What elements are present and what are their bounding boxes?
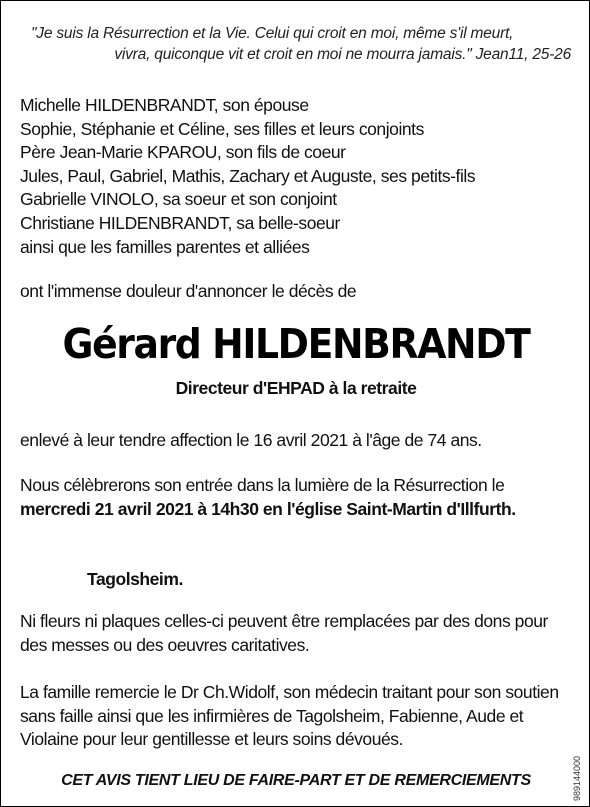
bible-quote-line-1: "Je suis la Résurrection et la Vie. Celui qui croit en moi, même s'il meurt, [31, 25, 514, 42]
ceremony-paragraph [20, 474, 575, 521]
ceremony-intro: Nous célèbrerons son entrée dans la lumière de la Résurrection le [20, 475, 505, 495]
deceased-name: Gérard HILDENBRANDT [62, 320, 530, 368]
death-paragraph: enlevé à leur tendre affection le 16 avril 2021 à l'âge de 74 ans. [20, 430, 482, 450]
family-member: Père Jean-Marie KPAROU, son fils de coeur [20, 142, 346, 163]
family-member: Sophie, Stéphanie et Céline, ses filles et leurs conjoints [20, 118, 424, 139]
deceased-title: Directeur d'EHPAD à la retraite [175, 378, 417, 398]
flowers-paragraph: Ni fleurs ni plaques celles-ci peuvent être remplacées par des dons pour des messes ou des oeuvres caritatives. [20, 611, 548, 655]
family-member: Christiane HILDENBRANDT, sa belle-soeur [20, 212, 340, 233]
family-list [20, 94, 575, 259]
announcement-line: ont l'immense douleur d'annoncer le décès de [20, 281, 357, 301]
family-member: Gabrielle VINOLO, sa soeur et son conjoint [20, 189, 337, 210]
reference-number: 989144000 [572, 755, 582, 801]
ceremony-details: mercredi 21 avril 2021 à 14h30 en l'église Saint-Martin d'Illfurth. [20, 498, 516, 519]
bible-quote-line-2: vivra, quiconque vit et croit en moi ne mourra jamais." Jean11, 25-26 [114, 46, 571, 63]
footer-notice: CET AVIS TIENT LIEU DE FAIRE-PART ET DE REMERCIEMENTS [61, 772, 531, 789]
family-member: Michelle HILDENBRANDT, son épouse [20, 95, 309, 115]
bible-quote [31, 23, 571, 65]
family-member: Jules, Paul, Gabriel, Mathis, Zachary et Auguste, ses petits-fils [20, 165, 476, 186]
thanks-paragraph: La famille remercie le Dr Ch.Widolf, son médecin traitant pour son soutien sans faille ainsi que les infirmières de Tagolsheim, Fabienne, Aude et Violaine pour leur gentillesse et leurs soins dévoués. [20, 682, 559, 750]
family-member: ainsi que les familles parentes et alliées [20, 236, 310, 257]
ceremony-place: Tagolsheim. [87, 569, 183, 589]
